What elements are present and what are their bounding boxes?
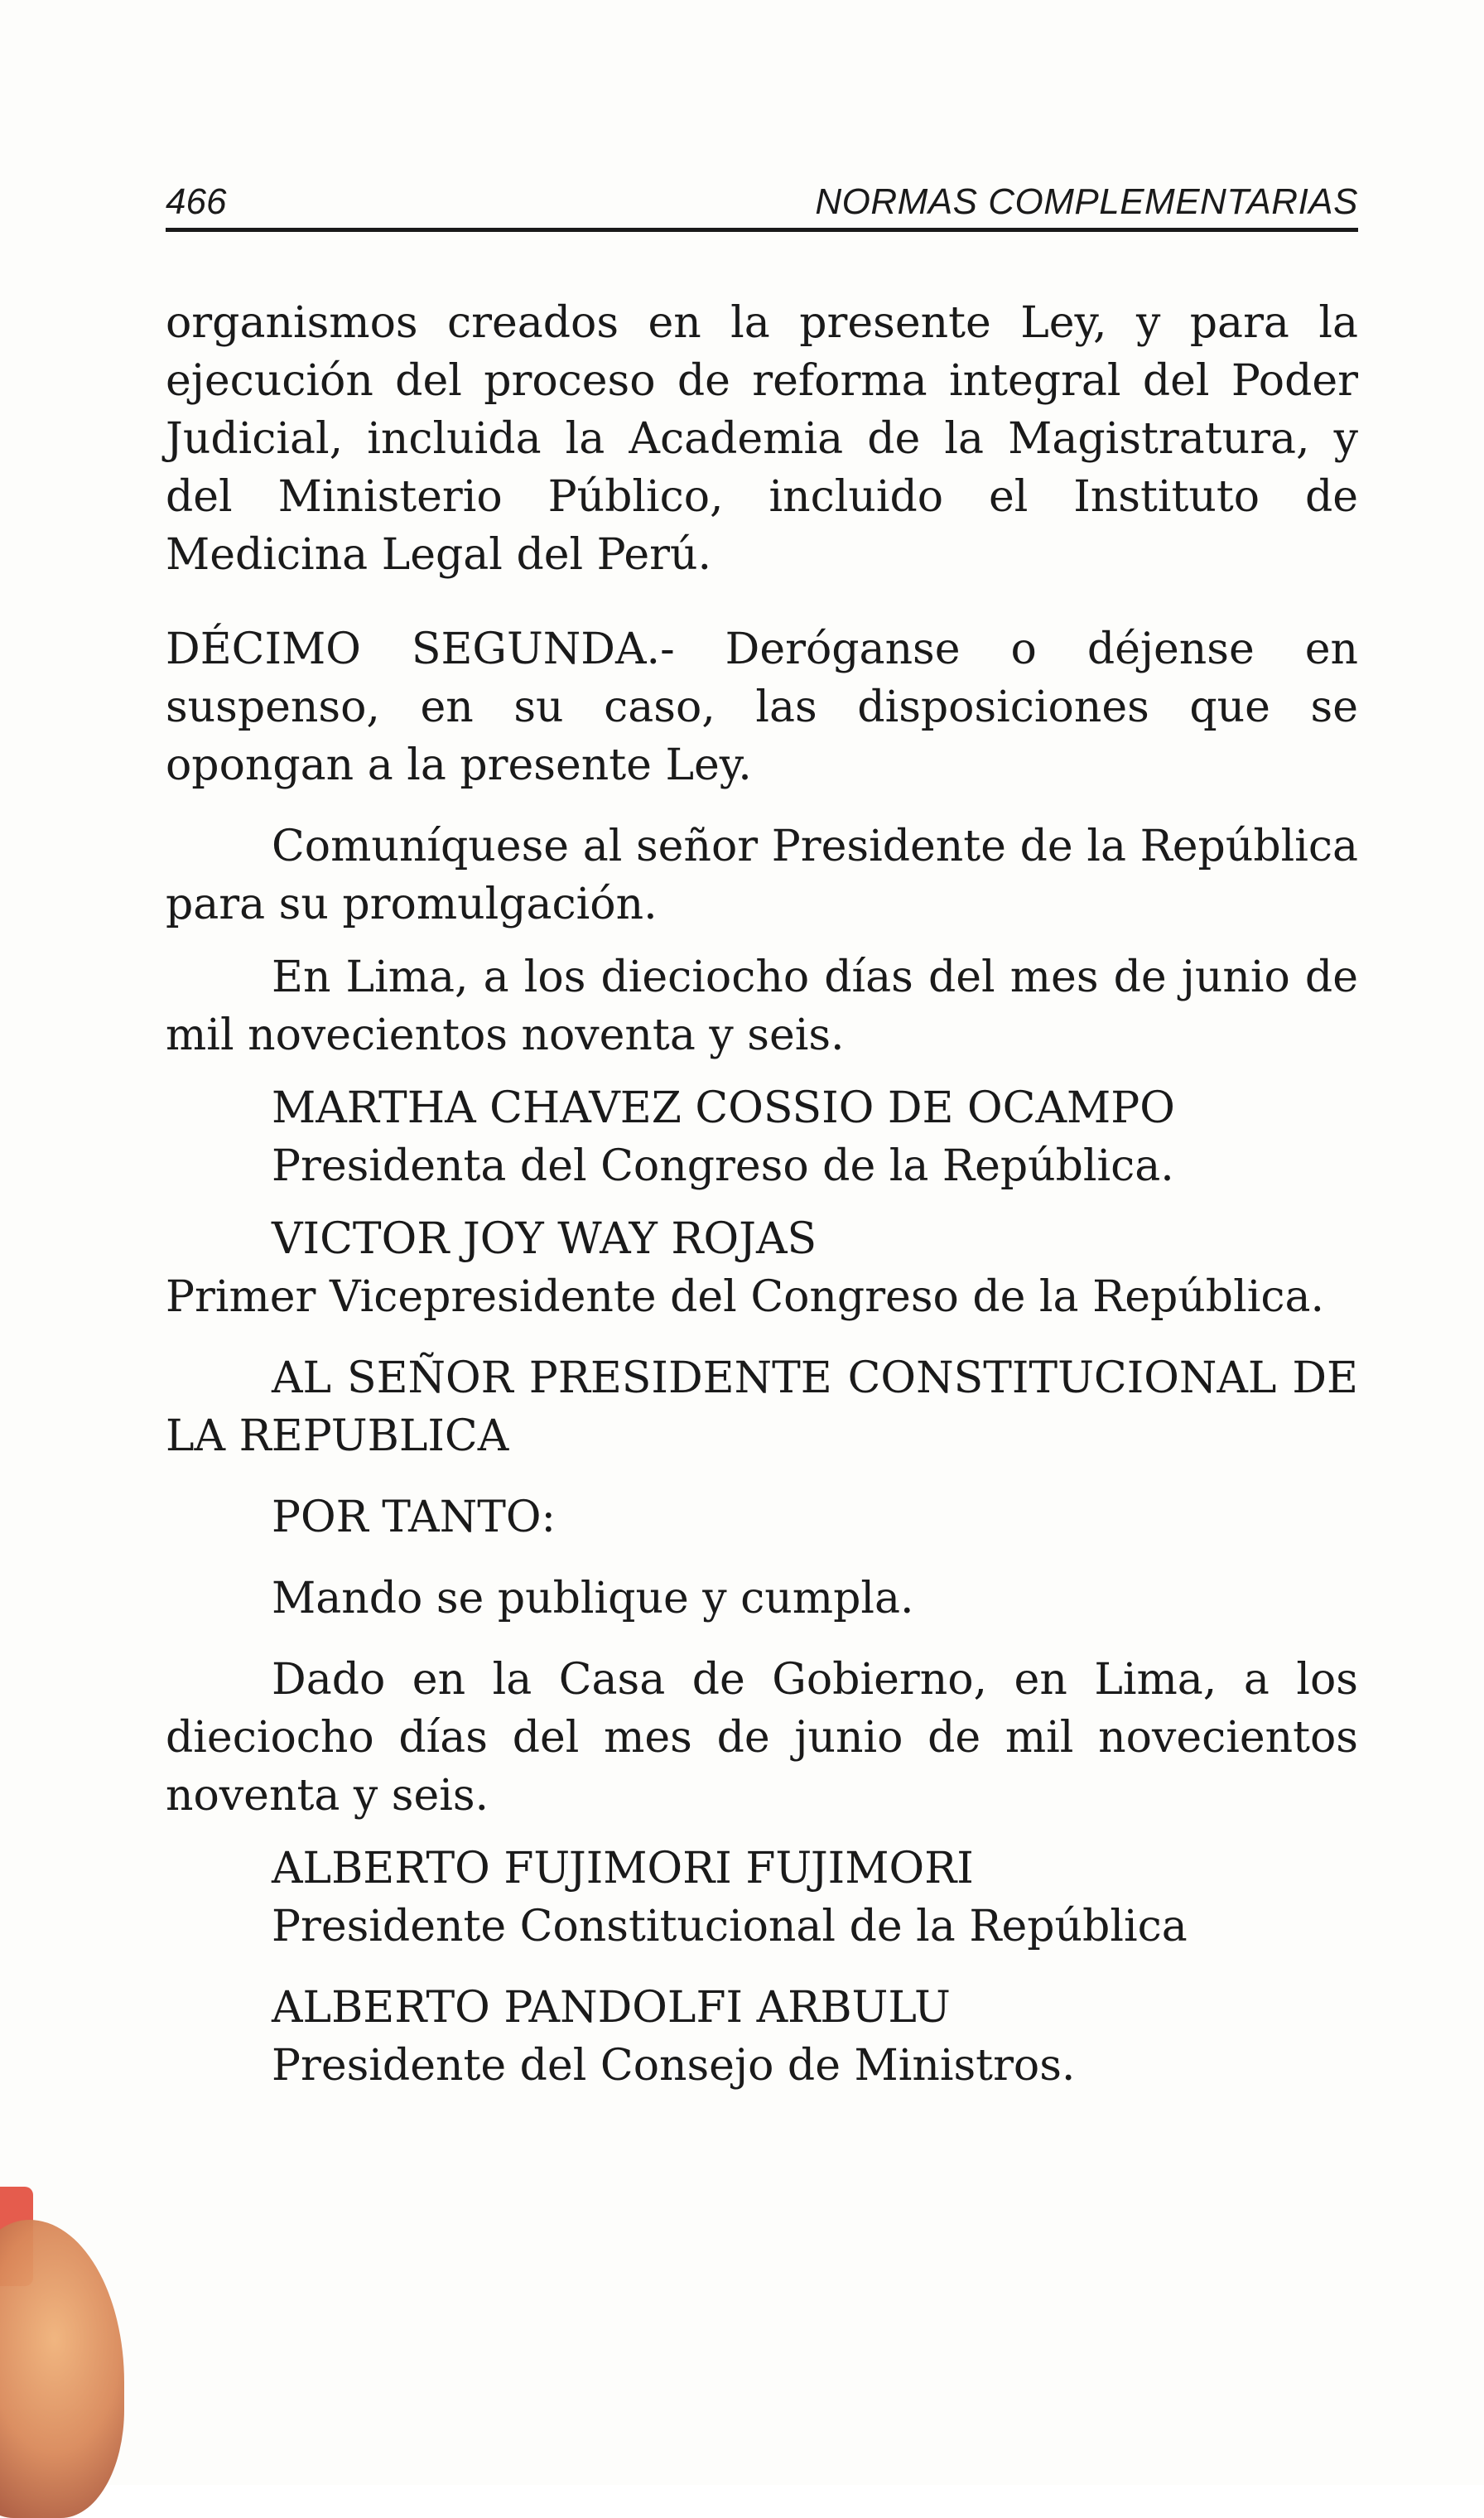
paragraph: Comuníquese al señor Presidente de la República para su promulgación. [166,822,1358,929]
signatory-name: ALBERTO FUJIMORI FUJIMORI [272,1844,974,1893]
paragraph: POR TANTO: [272,1493,556,1542]
signatory-name: MARTHA CHAVEZ COSSIO DE OCAMPO [272,1083,1175,1133]
paragraph: organismos creados en la presente Ley, y para la ejecución del proceso de reforma integral del Poder Judicial, incluida la Academia de la Magistratura, y del Ministerio Público, incluido el Instituto de Medicina Legal del Perú. [166,298,1358,580]
paragraph-date: En Lima, a los dieciocho días del mes de junio de mil novecientos noventa y seis. [166,953,1358,1060]
signature-block [166,1079,1358,1195]
paragraph-given: Dado en la Casa de Gobierno, en Lima, a los dieciocho días del mes de junio de mil novecientos noventa y seis. [166,1655,1358,1821]
signatory-title: Presidente Constitucional de la República [272,1902,1188,1951]
signatory-title: Presidente del Consejo de Ministros. [272,2041,1076,2091]
paragraph-decimo-segunda: DÉCIMO SEGUNDA.- Deróganse o déjense en suspenso, en su caso, las disposiciones que se opongan a la presente Ley. [166,625,1358,790]
paragraph: Mando se publique y cumpla. [272,1574,914,1623]
signatory-name: ALBERTO PANDOLFI ARBULU [272,1983,951,2033]
signatory-title: Primer Vicepresidente del Congreso de la República. [166,1272,1324,1322]
page-body [166,294,1358,2095]
signature-block [166,1210,1358,1326]
thumb-image [0,2220,124,2518]
page-number: 466 [166,181,227,222]
running-title: NORMAS COMPLEMENTARIAS [815,181,1358,222]
signature-block [166,1840,1358,1956]
page-header [166,170,1358,232]
signatory-title: Presidenta del Congreso de la República. [272,1141,1174,1191]
signatory-name: VICTOR JOY WAY ROJAS [272,1214,817,1264]
signature-block [166,1979,1358,2095]
paragraph-addressee: AL SEÑOR PRESIDENTE CONSTITUCIONAL DE LA REPUBLICA [166,1353,1358,1461]
